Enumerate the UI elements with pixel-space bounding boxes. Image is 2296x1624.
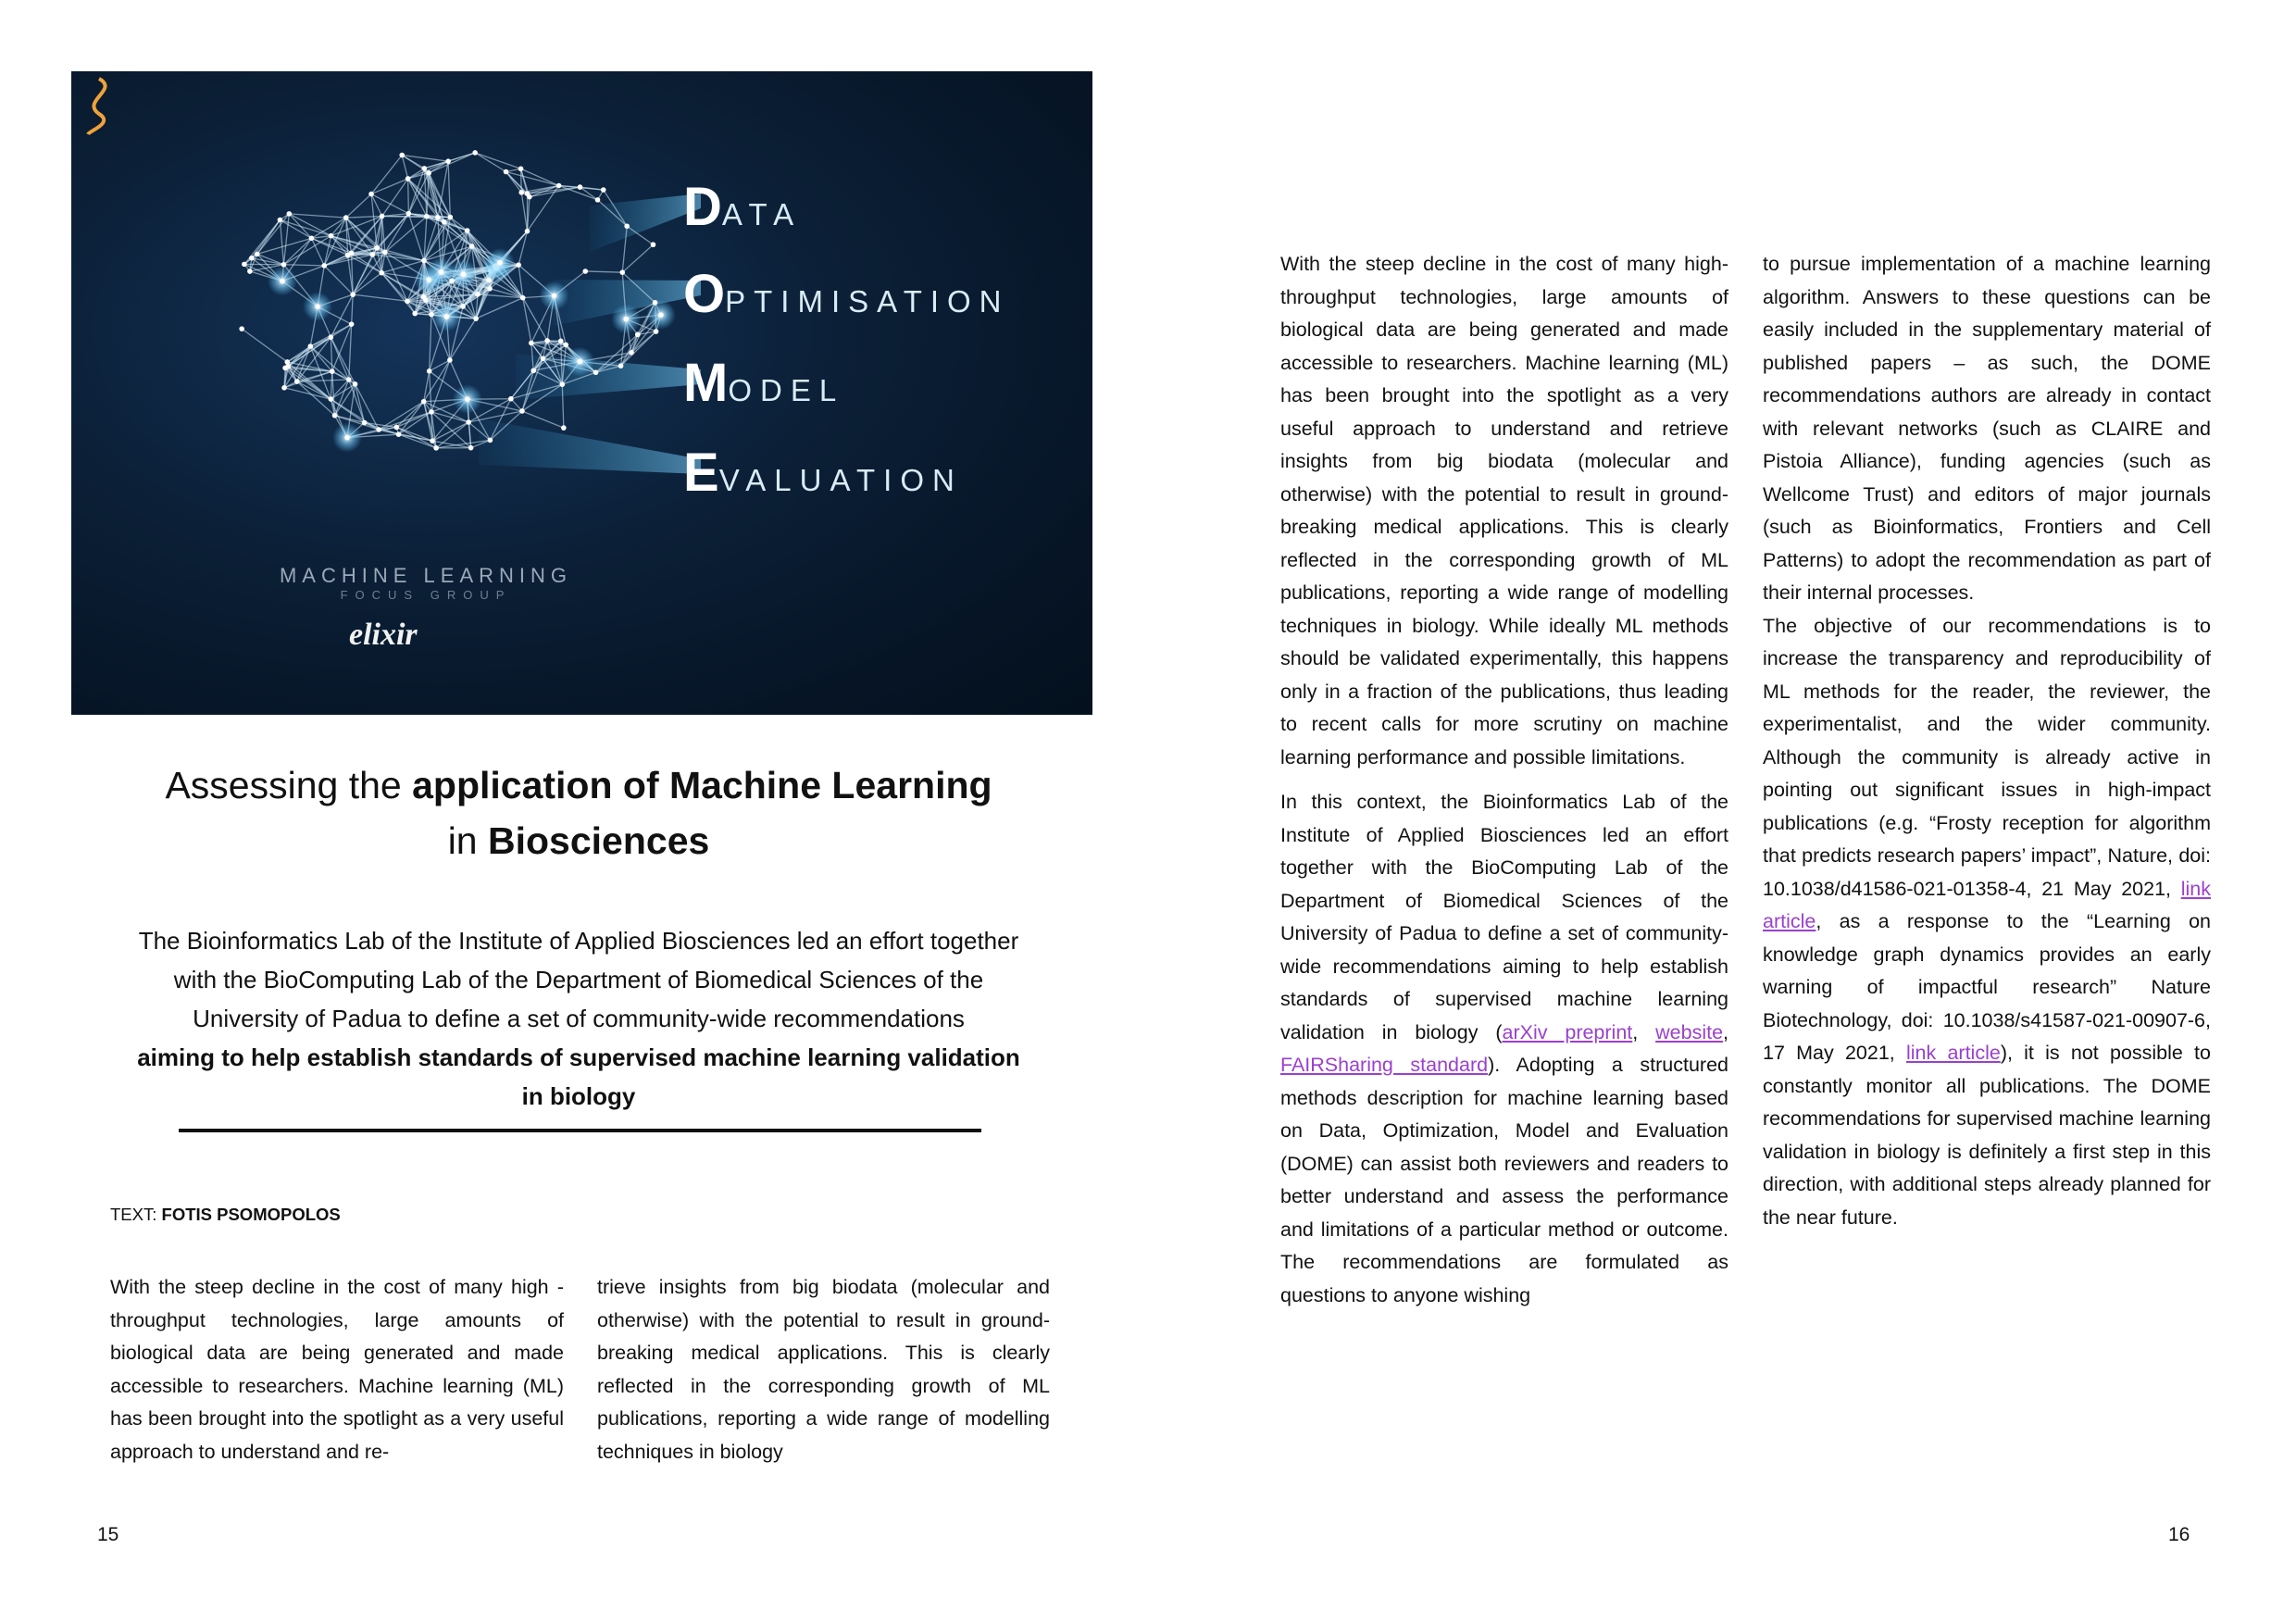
network-node: [465, 228, 470, 233]
network-node: [330, 369, 335, 374]
network-edge: [257, 254, 284, 264]
text-run: The objective of our recommendations is to increase the transparency and reproducibility of ML methods for the reader, the reviewer, the experimentalist, and the wider community. Although the community is already active in pointing out significant issues in high-impact publications (e.g. “Frosty reception for algorithm that predicts research papers’ impact”, Nature, doi: 10.1038/d41586-021-01358-4, 21 May 2021,: [1763, 614, 2211, 900]
network-node: [448, 215, 454, 220]
right-page-column-1: [1280, 248, 1728, 1312]
network-node: [552, 294, 557, 299]
network-node: [595, 197, 601, 203]
network-node: [525, 229, 530, 234]
right-page-column-2: [1763, 248, 2211, 1234]
page-number-left: 15: [97, 1524, 119, 1545]
dome-letter-d: D: [683, 177, 722, 237]
network-node: [394, 425, 400, 431]
network-node: [488, 438, 493, 443]
network-edge: [289, 214, 345, 218]
network-node: [349, 251, 355, 256]
network-node: [239, 326, 244, 331]
network-edge: [408, 179, 409, 214]
network-node: [242, 262, 247, 268]
network-edge: [385, 217, 427, 253]
network-node: [449, 279, 455, 284]
network-node: [405, 298, 410, 304]
network-edge: [257, 214, 290, 254]
network-node: [442, 219, 447, 225]
network-node: [321, 263, 327, 269]
network-node: [396, 431, 402, 437]
network-node: [475, 292, 480, 297]
network-edge: [371, 194, 377, 248]
network-node: [601, 187, 606, 193]
network-node: [399, 153, 405, 158]
network-node: [529, 341, 534, 346]
network-node: [623, 317, 629, 322]
network-node: [578, 184, 583, 190]
network-edge: [522, 411, 564, 428]
network-node: [421, 294, 427, 300]
text-run: , as a response to the “Learning on knowledge graph dynamics provides an early warning of impactful research” Nature Biotechnology, doi: 10.1038/s41587-021-00907-6, 17 May 2021,: [1763, 910, 2211, 1064]
dome-row-evaluation: [683, 442, 963, 504]
network-node: [294, 379, 300, 384]
network-edge: [352, 294, 354, 324]
network-edge: [283, 265, 324, 266]
network-node: [447, 357, 453, 363]
network-edge: [396, 402, 423, 428]
network-node: [280, 279, 285, 284]
network-edge: [280, 220, 283, 265]
network-edge: [585, 271, 622, 272]
credit-label: TEXT:: [110, 1205, 162, 1224]
network-node: [468, 445, 474, 451]
network-node: [445, 158, 451, 164]
article-title: [111, 757, 1046, 868]
network-node: [593, 369, 599, 375]
network-node: [329, 396, 334, 402]
focus-group-subtitle: FOCUS GROUP: [340, 588, 512, 602]
article-lead: [130, 921, 1028, 1116]
title-plain-2: in: [447, 819, 488, 862]
network-node: [486, 278, 492, 283]
network-edge: [385, 214, 409, 253]
network-node: [412, 311, 418, 317]
dome-word-optimisation: PTIMISATION: [725, 284, 1010, 319]
network-node: [556, 183, 562, 189]
network-node: [376, 427, 381, 432]
network-node: [286, 364, 292, 369]
network-node: [343, 215, 349, 220]
network-node: [382, 250, 388, 256]
network-node: [286, 211, 292, 217]
network-node: [577, 359, 582, 365]
paragraph: With the steep decline in the cost of many high -throughput technologies, large amounts of biological data are being generated and made accessible to researchers. Machine learning (ML) has been brought into the spotlight as a very useful approach to understand and re-: [110, 1276, 564, 1463]
network-edge: [430, 315, 431, 371]
network-node: [629, 350, 634, 356]
light-beam: [479, 418, 701, 474]
network-edge: [324, 236, 331, 266]
network-edge: [242, 329, 287, 362]
network-node: [544, 338, 550, 344]
network-node: [561, 425, 567, 431]
paragraph: [1280, 786, 1728, 1312]
network-node: [519, 408, 525, 414]
network-node: [421, 258, 427, 264]
network-edge: [622, 244, 653, 272]
network-edge: [353, 294, 407, 301]
network-node: [619, 269, 625, 275]
network-node: [429, 312, 434, 318]
text-run: ,: [1723, 1020, 1729, 1043]
dome-row-model: [683, 352, 844, 414]
network-edge: [429, 153, 475, 173]
network-node: [370, 252, 376, 257]
network-edge: [371, 194, 408, 214]
dome-word-data: ATA: [721, 197, 803, 231]
network-node: [465, 396, 470, 402]
link-article-1[interactable]: link article: [1763, 877, 2211, 932]
title-bold-1: application of Machine Learning: [412, 764, 992, 806]
network-node: [249, 256, 255, 261]
network-edge: [448, 161, 450, 217]
website-link[interactable]: website: [1655, 1020, 1724, 1043]
network-node: [426, 170, 431, 176]
network-node: [421, 399, 427, 405]
network-edge: [424, 161, 448, 169]
network-edge: [324, 266, 353, 294]
network-node: [653, 300, 658, 306]
paragraph: With the steep decline in the cost of many high-throughput technologies, large amounts of biological data are being generated and made accessible to researchers. Machine learning (ML) has been brought into the spotlight as a very useful approach to understand and retrieve insights from big biodata (molecular and otherwise) with the potential to result in ground-breaking medical applications. This is clearly reflected in the corresponding growth of ML publications, reporting a wide range of modelling techniques in biology. While ideally ML methods should be validated experimentally, this happens only in a fraction of the publications, thus leading to recent calls for more scrutiny on machine learning performance and possible limitations.: [1280, 253, 1728, 768]
network-node: [349, 321, 355, 327]
paragraph: [1763, 610, 2211, 1235]
network-node: [329, 334, 334, 340]
network-node: [635, 332, 641, 338]
network-node: [624, 223, 630, 229]
network-edge: [379, 412, 431, 430]
network-node: [332, 413, 338, 418]
network-node: [527, 194, 532, 200]
title-bold-2: Biosciences: [488, 819, 710, 862]
network-node: [487, 286, 493, 292]
elixir-logo-swirl-icon: [71, 71, 127, 136]
network-node: [350, 292, 356, 297]
network-node: [281, 385, 287, 391]
network-node: [315, 304, 320, 309]
network-node: [654, 329, 659, 334]
network-edge: [346, 216, 382, 218]
network-node: [460, 304, 466, 309]
left-page-column-2: [597, 1271, 1050, 1468]
network-node: [430, 438, 435, 443]
network-node: [380, 214, 385, 219]
network-node: [518, 190, 524, 195]
network-node: [424, 214, 430, 219]
title-plain-1: Assessing the: [165, 764, 413, 806]
dome-letter-m: M: [683, 353, 729, 413]
elixir-logo: elixir: [349, 618, 418, 652]
dome-row-data: [683, 176, 802, 238]
text-run: ), it is not possible to constantly monitor all publications. The DOME recommendations for supervised machine learning validation in biology is definitely a first step in this direction, with additional steps already planned for the near future.: [1763, 1042, 2211, 1229]
network-node: [582, 269, 588, 274]
network-edge: [349, 324, 352, 380]
network-node: [466, 419, 471, 425]
network-node: [255, 252, 260, 257]
link-article-2[interactable]: link article: [1905, 1042, 2001, 1064]
network-node: [374, 245, 380, 251]
network-node: [281, 262, 287, 268]
paragraph: trieve insights from big biodata (molecular and otherwise) with the potential to result in ground-breaking medical applications. This is clearly reflected in the corresponding growth of ML publications, reporting a wide range of modelling techniques in biology: [597, 1276, 1050, 1463]
network-node: [520, 295, 526, 301]
network-node: [541, 356, 546, 361]
network-node: [433, 445, 439, 451]
network-node: [461, 271, 467, 277]
page-number-right: 16: [2168, 1524, 2190, 1545]
network-node: [307, 344, 313, 349]
text-run: ). Adopting a structured methods description for machine learning based on Data, Optimization, Model and Evaluation (DOME) can assist both reviewers and readers to better understand and assess the performance and limitations of a particular method or outcome. The recommendations are formulated as questions to anyone wishing: [1280, 1054, 1728, 1306]
dome-letter-o: O: [683, 264, 726, 324]
text-run: ,: [1632, 1020, 1656, 1043]
network-node: [504, 169, 509, 175]
network-node: [518, 166, 524, 171]
arxiv-preprint-link[interactable]: arXiv preprint: [1502, 1020, 1633, 1043]
network-node: [368, 192, 374, 197]
network-node: [658, 312, 664, 318]
left-page-column-1: [110, 1271, 564, 1468]
network-node: [516, 262, 521, 268]
focus-group-title: MACHINE LEARNING: [279, 564, 573, 587]
brain-network-graphic: [71, 71, 1092, 715]
network-node: [435, 215, 441, 220]
hero-image: [71, 71, 1092, 715]
network-node: [563, 343, 568, 348]
light-beams: [479, 194, 701, 474]
network-node: [406, 176, 411, 181]
network-edge: [432, 422, 468, 441]
network-node: [379, 270, 384, 276]
network-node: [429, 409, 434, 415]
network-node: [439, 269, 444, 275]
lead-bold-text: aiming to help establish standards of supervised machine learning validation in biology: [137, 1043, 1020, 1110]
network-node: [497, 260, 503, 266]
dome-word-model: ODEL: [728, 373, 845, 407]
network-node: [508, 396, 514, 402]
network-node: [530, 368, 536, 373]
network-node: [346, 377, 352, 382]
network-node: [406, 211, 412, 217]
credit-name: FOTIS PSOMOPOLOS: [161, 1205, 341, 1224]
network-edge: [283, 236, 331, 265]
network-node: [284, 359, 290, 365]
dome-word-evaluation: VALUATION: [718, 463, 963, 497]
network-node: [558, 338, 564, 344]
network-node: [362, 420, 368, 426]
network-node: [344, 435, 350, 441]
network-node: [469, 244, 475, 249]
network-node: [651, 242, 656, 247]
network-node: [444, 314, 450, 319]
network-node: [427, 369, 432, 374]
network-edge: [346, 194, 371, 219]
dome-letter-e: E: [683, 443, 719, 503]
network-node: [560, 381, 566, 387]
text-run: In this context, the Bioinformatics Lab of the Institute of Applied Biosciences led an effort together with the BioComputing Lab of the Department of Biomedical Sciences of the University of Padua to define a set of community-wide recommendations aiming to help establish standards of supervised machine learning validation in biology (: [1280, 791, 1728, 1043]
paragraph: to pursue implementation of a machine learning algorithm. Answers to these questions can be easily included in the supplementary material of published papers – as such, the DOME recommendations authors are already in contact with relevant networks (such as CLAIRE and Pistoia Alliance), funding agencies (such as Wellcome Trust) and editors of major journals (such as Bioinformatics, Frontiers and Cell Patterns) to adopt the recommendation as part of their internal processes.: [1763, 253, 2211, 604]
lead-text: The Bioinformatics Lab of the Institute of Applied Biosciences led an effort together with the BioComputing Lab of the Department of Biomedical Sciences of the University of Padua to define a set of community-wide recommendations: [138, 927, 1019, 1032]
network-edge: [310, 346, 348, 380]
network-node: [247, 269, 253, 274]
author-credit: [110, 1205, 341, 1225]
network-node: [309, 236, 315, 242]
network-node: [353, 381, 358, 387]
fairsharing-standard-link[interactable]: FAIRSharing standard: [1280, 1054, 1489, 1076]
network-node: [422, 166, 428, 171]
network-node: [473, 316, 479, 321]
dome-row-optimisation: [683, 263, 1010, 325]
network-node: [329, 233, 334, 239]
network-edge: [289, 214, 311, 238]
network-node: [278, 218, 283, 223]
divider-rule: [179, 1129, 981, 1132]
network-node: [472, 150, 478, 156]
network-node: [618, 363, 624, 369]
network-edge: [521, 193, 527, 231]
